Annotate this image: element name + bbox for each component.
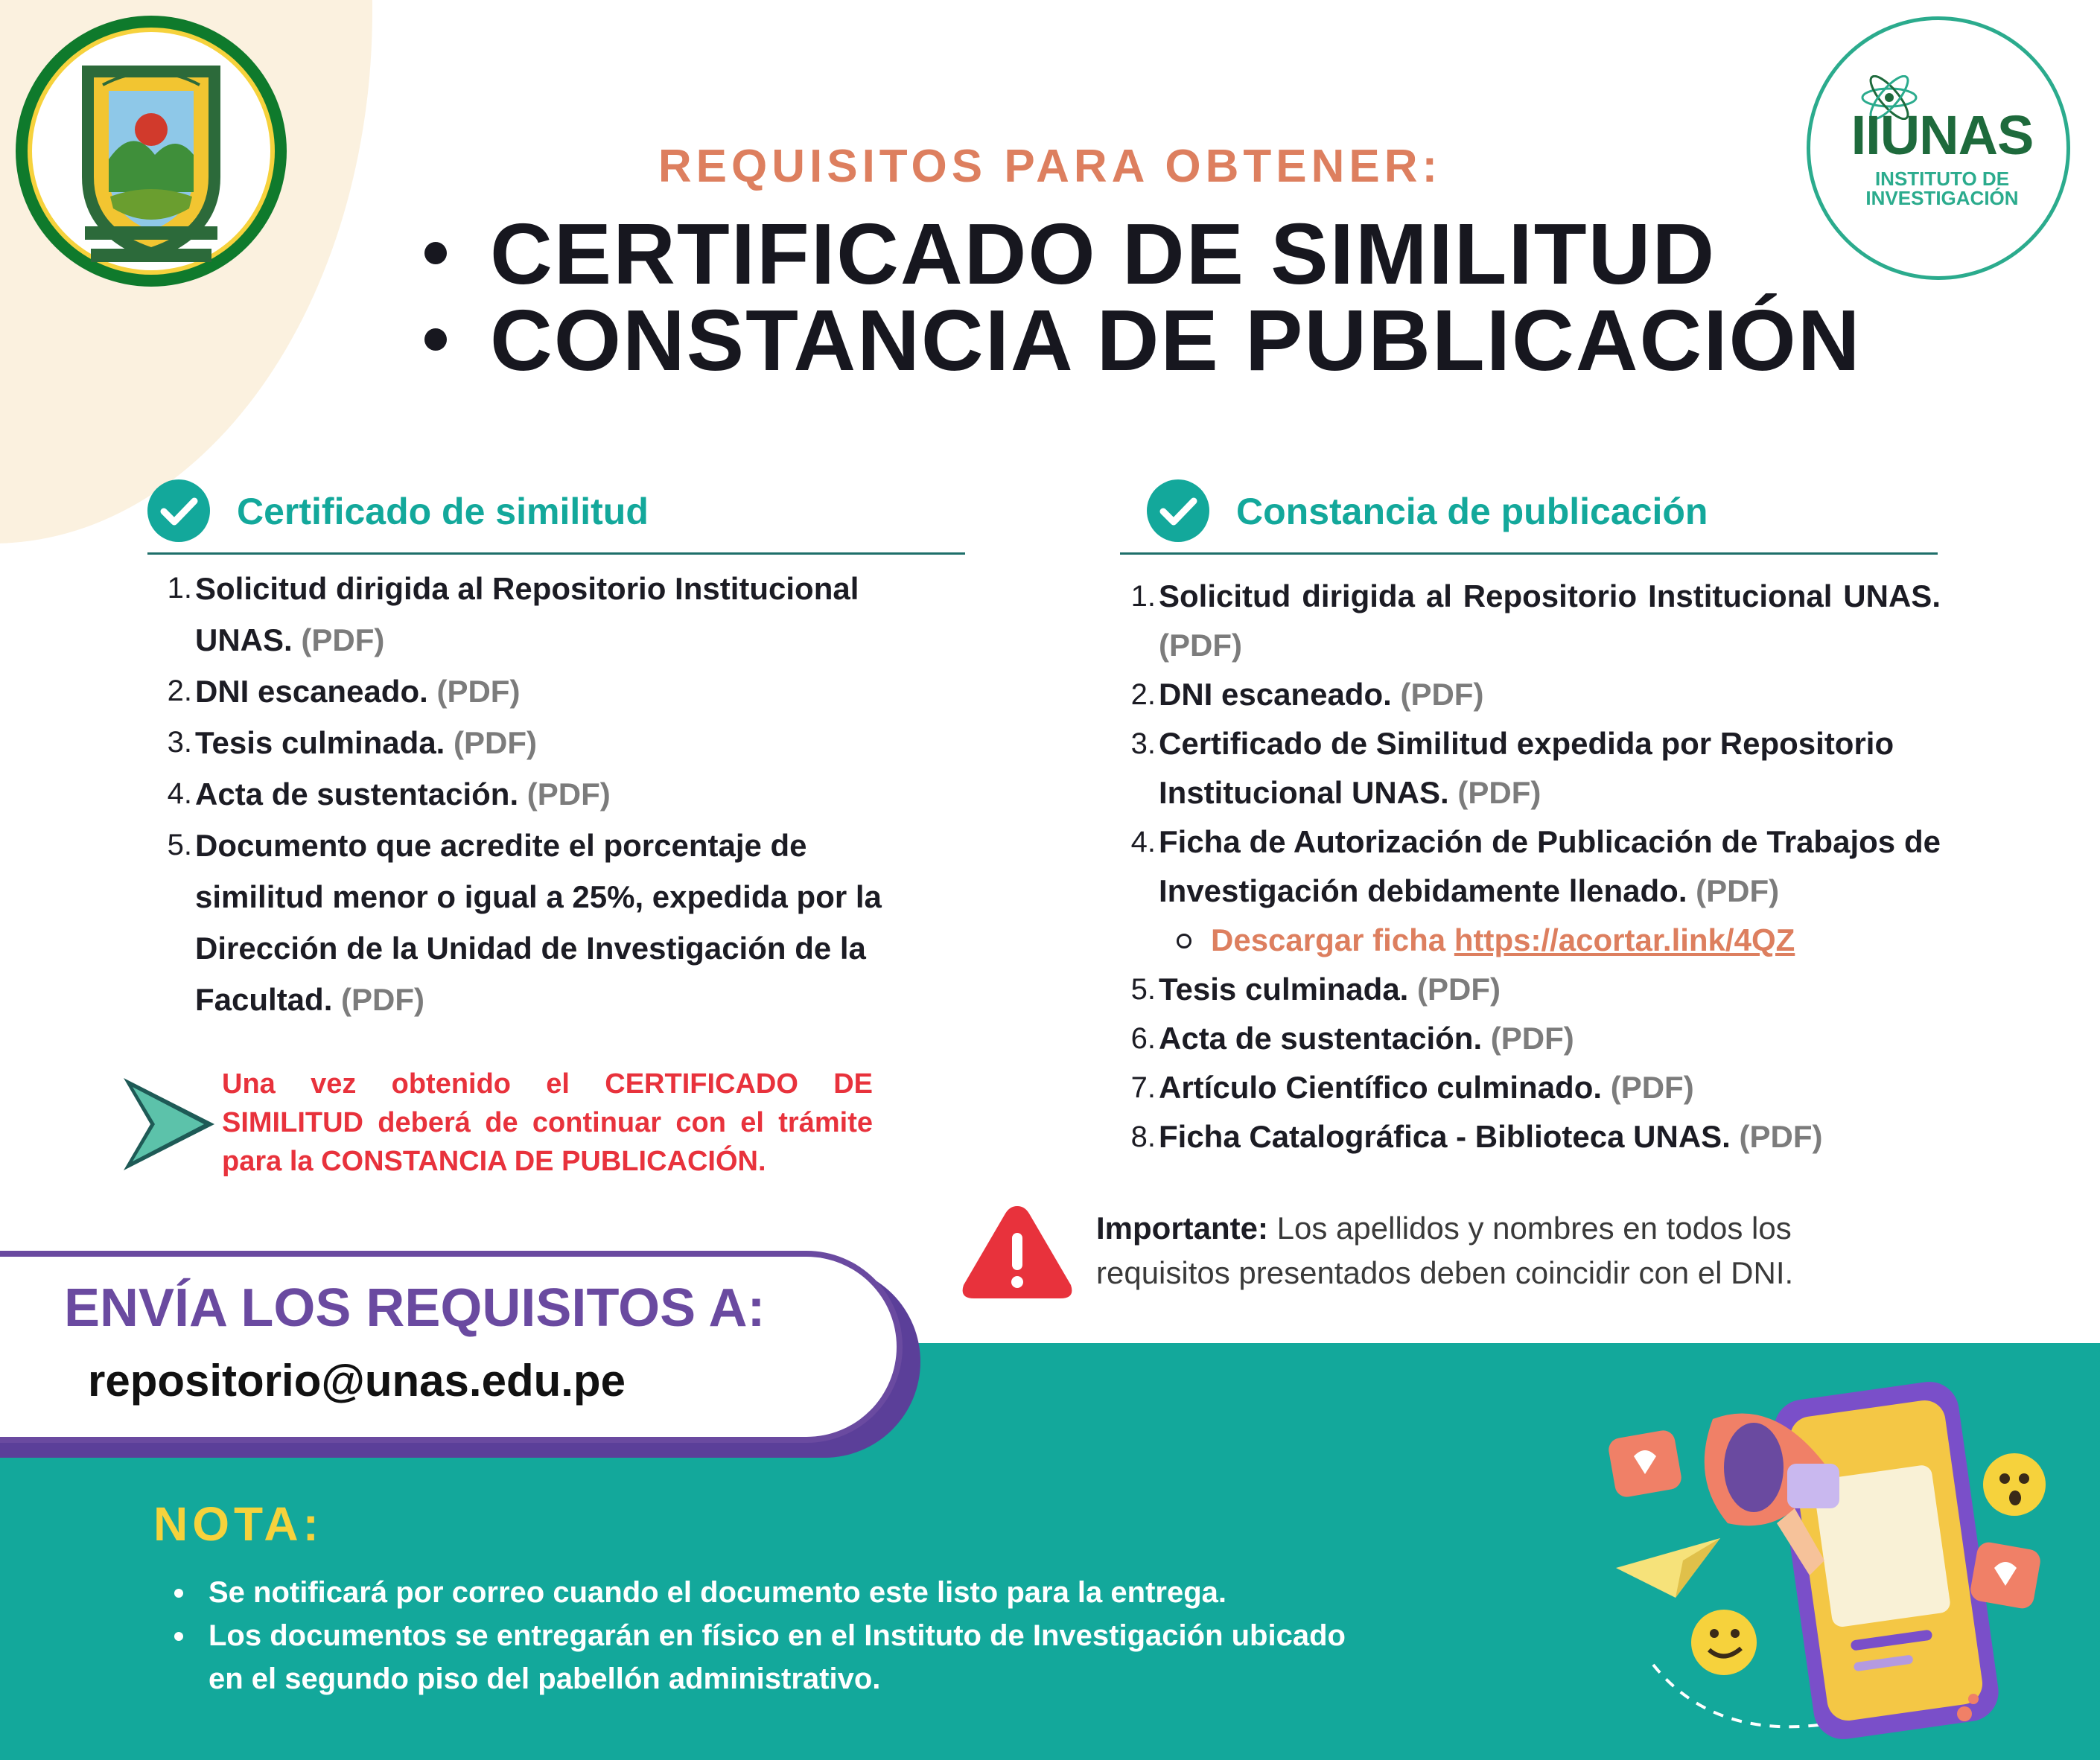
left-requirements-list	[150, 563, 925, 1025]
important-note	[1096, 1206, 1856, 1295]
list-item: 3. Tesis culminada. (PDF)	[167, 725, 537, 760]
list-item: 2. DNI escaneado. (PDF)	[1130, 677, 1484, 712]
right-section-divider	[1120, 552, 1938, 555]
check-circle-icon	[147, 479, 210, 542]
header-item-2	[424, 290, 1862, 390]
important-label: Importante:	[1096, 1211, 1268, 1246]
warning-icon	[959, 1202, 1075, 1303]
nota-title: NOTA:	[153, 1497, 323, 1551]
phone-megaphone-illustration	[1601, 1352, 2048, 1754]
send-email[interactable]: repositorio@unas.edu.pe	[88, 1356, 626, 1406]
arrow-right-icon	[116, 1072, 220, 1176]
list-item: 8. Ficha Catalográfica - Biblioteca UNAS. (PDF)	[1130, 1119, 1823, 1154]
list-item: 2. DNI escaneado. (PDF)	[167, 674, 521, 709]
header-kicker: REQUISITOS PARA OBTENER:	[658, 141, 1442, 192]
list-item: 1. Solicitud dirigida al Repositorio Institucional UNAS. (PDF)	[167, 571, 859, 657]
list-item: 5. Documento que acredite el porcentaje de similitud menor o igual a 25%, expedida por la Dirección de la Unidad de Investigación de la Facultad. (PDF)	[167, 828, 882, 1017]
header-item-1	[424, 204, 1716, 304]
download-link[interactable]: https://acortar.link/4QZ	[1454, 922, 1795, 957]
list-item: 6. Acta de sustentación. (PDF)	[1130, 1021, 1574, 1056]
list-item: 7. Artículo Científico culminado. (PDF)	[1130, 1070, 1694, 1105]
check-circle-icon	[1147, 479, 1209, 542]
list-item: Los documentos se entregarán en físico en el Instituto de Investigación ubicado en el segundo piso del pabellón administrativo.	[171, 1614, 1378, 1700]
right-section-header	[1147, 479, 1817, 546]
list-item: 4. Ficha de Autorización de Publicación de Trabajos de Investigación debidamente llenado. (PDF)	[1130, 824, 1941, 908]
list-item: Se notificará por correo cuando el documento este listo para la entrega.	[171, 1571, 1378, 1614]
header-item-1-text: CERTIFICADO DE SIMILITUD	[490, 205, 1716, 302]
download-label: Descargar ficha	[1211, 922, 1446, 957]
iiunas-subtitle-line2: INVESTIGACIÓN	[1865, 187, 2019, 209]
right-requirements-list	[1114, 572, 1941, 1161]
bullet-icon	[424, 328, 447, 351]
iiunas-wordmark: IIUNAS	[1851, 104, 2034, 166]
left-section-divider	[147, 552, 965, 555]
circle-bullet-icon	[1177, 934, 1191, 948]
list-item: 1. Solicitud dirigida al Repositorio Institucional UNAS. (PDF)	[1130, 578, 1941, 663]
list-item: 4. Acta de sustentación. (PDF)	[167, 777, 611, 812]
nota-list	[171, 1571, 1378, 1700]
list-item: 3. Certificado de Similitud expedida por Repositorio Institucional UNAS. (PDF)	[1130, 726, 1894, 810]
important-text: Los apellidos y nombres en todos los requisitos presentados deben coincidir con el DNI.	[1096, 1211, 1794, 1290]
left-section-title: Certificado de similitud	[237, 491, 649, 532]
iiunas-subtitle-line1: INSTITUTO DE	[1874, 168, 2010, 190]
left-section-header	[147, 479, 818, 546]
bullet-icon	[424, 242, 447, 264]
right-section-title: Constancia de publicación	[1236, 491, 1708, 532]
list-item: 5. Tesis culminada. (PDF)	[1130, 972, 1501, 1007]
header-item-2-text: CONSTANCIA DE PUBLICACIÓN	[490, 292, 1862, 389]
send-title: ENVÍA LOS REQUISITOS A:	[64, 1278, 766, 1338]
download-ficha	[1114, 916, 1941, 965]
continue-note: Una vez obtenido el CERTIFICADO DE SIMILITUD deberá de continuar con el trámite para la CONSTANCIA DE PUBLICACIÓN.	[222, 1068, 873, 1177]
